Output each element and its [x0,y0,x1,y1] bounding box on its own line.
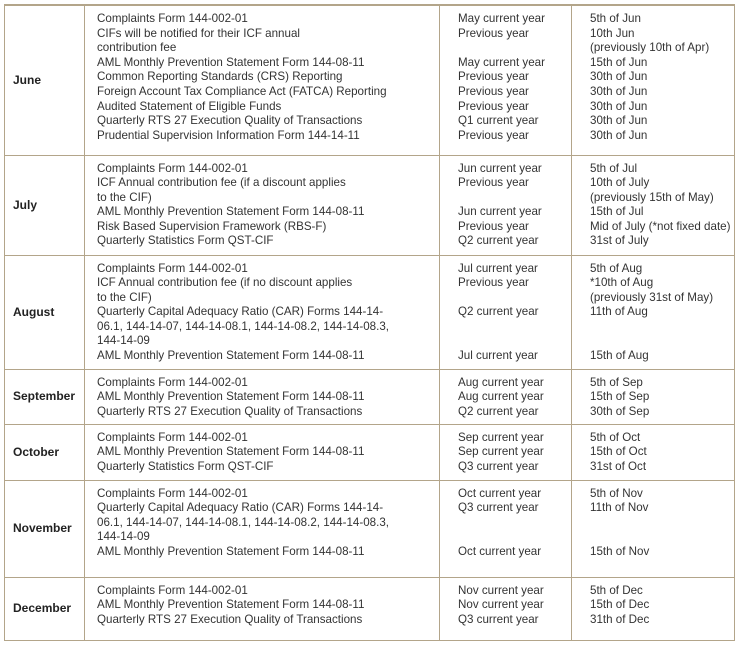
due-date-line [590,320,734,335]
reporting-period-line: May current year [458,12,545,25]
report-item-line: contribution fee [97,41,177,55]
month-row [5,480,735,577]
due-date-line: (previously 10th of Apr) [590,41,710,55]
report-items-cell [85,5,440,155]
reporting-period-cell [440,369,572,424]
due-date-line [590,334,734,349]
due-date-line: 15th of Dec [590,598,650,612]
report-item-line: AML Monthly Prevention Statement Form 144-08-11 [97,349,365,363]
report-items-cell [85,577,440,640]
reporting-period-line: Sep current year [458,430,544,444]
due-date-line: 30th of Jun [590,70,648,84]
reporting-period-line: Previous year [458,99,529,113]
reporting-period-line: Q2 current year [458,234,539,248]
due-date-line: 5th of Sep [590,375,643,389]
report-item-line: ICF Annual contribution fee (if no discount applies [97,276,353,290]
reporting-period-line: Nov current year [458,598,544,612]
reporting-period-line: Q2 current year [458,404,539,418]
reporting-period-cell [440,480,572,577]
report-item-line: Complaints Form 144-002-01 [97,375,248,389]
report-item-line: to the CIF) [97,190,152,204]
month-label: September [5,369,85,424]
due-date-line: 11th of Aug [590,305,648,319]
reporting-period-cell [440,424,572,480]
report-item-line: Complaints Form 144-002-01 [97,261,248,275]
report-item-line: to the CIF) [97,290,152,304]
due-date-line [590,530,734,545]
report-item-line: AML Monthly Prevention Statement Form 144-08-11 [97,445,365,459]
reporting-period-line: Sep current year [458,445,544,459]
reporting-period-line: Jul current year [458,261,538,275]
month-label: November [5,480,85,577]
report-item-line: Complaints Form 144-002-01 [97,430,248,444]
due-date-line: 15th of Aug [590,349,649,363]
reporting-period-line: Q3 current year [458,501,539,515]
report-item-line: Complaints Form 144-002-01 [97,12,248,25]
report-item-line: Complaints Form 144-002-01 [97,161,248,175]
reporting-period-line [458,530,571,545]
report-item-line: Quarterly RTS 27 Execution Quality of Transactions [97,114,363,128]
report-item-line: Quarterly Statistics Form QST-CIF [97,234,274,248]
report-item-line: AML Monthly Prevention Statement Form 144-08-11 [97,55,365,69]
report-item-line: 144-14-09 [97,334,150,348]
reporting-period-line: Previous year [458,276,529,290]
reporting-schedule-table [4,4,735,641]
month-row [5,577,735,640]
due-date-line: Mid of July (*not fixed date) [590,219,731,233]
reporting-period-line: Previous year [458,219,529,233]
reporting-period-line: Previous year [458,176,529,190]
reporting-period-line: Previous year [458,84,529,98]
due-date-line: (previously 31st of May) [590,290,714,304]
report-item-line: Prudential Supervision Information Form 144-14-11 [97,128,360,142]
reporting-period-line: Jun current year [458,205,542,219]
due-date-line: 30th of Jun [590,84,648,98]
month-row [5,5,735,155]
due-date-line: 31st of July [590,234,649,248]
month-row [5,155,735,255]
due-date-line: 15th of Jul [590,205,644,219]
due-date-line: 30th of Jun [590,128,648,142]
reporting-period-line: Q1 current year [458,114,539,128]
reporting-period-line: Q2 current year [458,305,539,319]
report-item-line: AML Monthly Prevention Statement Form 144-08-11 [97,544,365,558]
reporting-period-line: Previous year [458,26,529,40]
reporting-period-line: Aug current year [458,390,544,404]
month-label: August [5,255,85,369]
due-date-line: 30th of Jun [590,114,648,128]
reporting-period-cell [440,155,572,255]
schedule-body [5,5,735,640]
month-label: June [5,5,85,155]
month-label: October [5,424,85,480]
due-date-cell [572,155,735,255]
report-item-line: Risk Based Supervision Framework (RBS-F) [97,219,327,233]
reporting-period-cell [440,255,572,369]
reporting-period-line: Aug current year [458,375,544,389]
report-items-cell [85,480,440,577]
report-item-line: AML Monthly Prevention Statement Form 144-08-11 [97,598,365,612]
report-item-line: Common Reporting Standards (CRS) Reporting [97,70,343,84]
report-item-line: Complaints Form 144-002-01 [97,583,248,597]
reporting-period-line [458,516,571,531]
report-item-line: Quarterly RTS 27 Execution Quality of Transactions [97,612,363,626]
report-item-line: 06.1, 144-14-07, 144-14-08.1, 144-14-08.2, 144-14-08.3, [97,319,389,333]
due-date-line: 5th of Aug [590,261,643,275]
due-date-line: 15th of Sep [590,390,650,404]
report-items-cell [85,424,440,480]
due-date-cell [572,577,735,640]
reporting-period-line: May current year [458,55,545,69]
report-item-line: 06.1, 144-14-07, 144-14-08.1, 144-14-08.2, 144-14-08.3, [97,515,389,529]
reporting-period-line: Jul current year [458,349,538,363]
report-item-line: 144-14-09 [97,530,150,544]
reporting-period-line: Previous year [458,70,529,84]
report-items-cell [85,369,440,424]
due-date-line: 5th of Nov [590,486,643,500]
due-date-line: 5th of Oct [590,430,641,444]
due-date-line: 31th of Dec [590,612,650,626]
due-date-line: 15th of Oct [590,445,647,459]
due-date-line: 10th of July [590,176,650,190]
report-items-cell [85,255,440,369]
report-item-line: AML Monthly Prevention Statement Form 144-08-11 [97,390,365,404]
reporting-period-line [458,320,571,335]
reporting-period-line: Nov current year [458,583,544,597]
report-item-line: Quarterly Capital Adequacy Ratio (CAR) Forms 144-14- [97,305,384,319]
due-date-line: 30th of Jun [590,99,648,113]
due-date-line: 5th of Jul [590,161,638,175]
reporting-period-cell [440,5,572,155]
reporting-period-cell [440,577,572,640]
due-date-cell [572,424,735,480]
due-date-cell [572,369,735,424]
due-date-line: *10th of Aug [590,276,654,290]
reporting-period-line [458,41,571,56]
report-item-line: CIFs will be notified for their ICF annual [97,26,300,40]
report-item-line: ICF Annual contribution fee (if a discount applies [97,176,346,190]
due-date-cell [572,5,735,155]
due-date-cell [572,255,735,369]
due-date-line: 11th of Nov [590,501,649,515]
due-date-line: 31st of Oct [590,459,647,473]
month-row [5,369,735,424]
month-label: December [5,577,85,640]
report-item-line: Quarterly Capital Adequacy Ratio (CAR) Forms 144-14- [97,501,384,515]
reporting-period-line: Previous year [458,128,529,142]
due-date-line: 15th of Nov [590,544,650,558]
due-date-line: (previously 15th of May) [590,190,714,204]
due-date-line: 10th Jun [590,26,635,40]
month-row [5,424,735,480]
reporting-period-line: Jun current year [458,161,542,175]
reporting-period-line: Oct current year [458,544,542,558]
report-item-line: Quarterly Statistics Form QST-CIF [97,459,274,473]
reporting-period-line [458,191,571,206]
reporting-period-line: Q3 current year [458,459,539,473]
due-date-line: 15th of Jun [590,55,648,69]
report-item-line: AML Monthly Prevention Statement Form 144-08-11 [97,205,365,219]
due-date-line: 5th of Jun [590,12,641,25]
due-date-line [590,516,734,531]
reporting-period-line: Q3 current year [458,612,539,626]
due-date-line: 5th of Dec [590,583,643,597]
report-item-line: Audited Statement of Eligible Funds [97,99,282,113]
reporting-period-line: Oct current year [458,486,542,500]
report-item-line: Complaints Form 144-002-01 [97,486,248,500]
report-item-line: Foreign Account Tax Compliance Act (FATCA) Reporting [97,84,387,98]
due-date-cell [572,480,735,577]
month-label: July [5,155,85,255]
reporting-period-line [458,291,571,306]
report-items-cell [85,155,440,255]
reporting-period-line [458,334,571,349]
month-row [5,255,735,369]
report-item-line: Quarterly RTS 27 Execution Quality of Transactions [97,404,363,418]
due-date-line: 30th of Sep [590,404,650,418]
